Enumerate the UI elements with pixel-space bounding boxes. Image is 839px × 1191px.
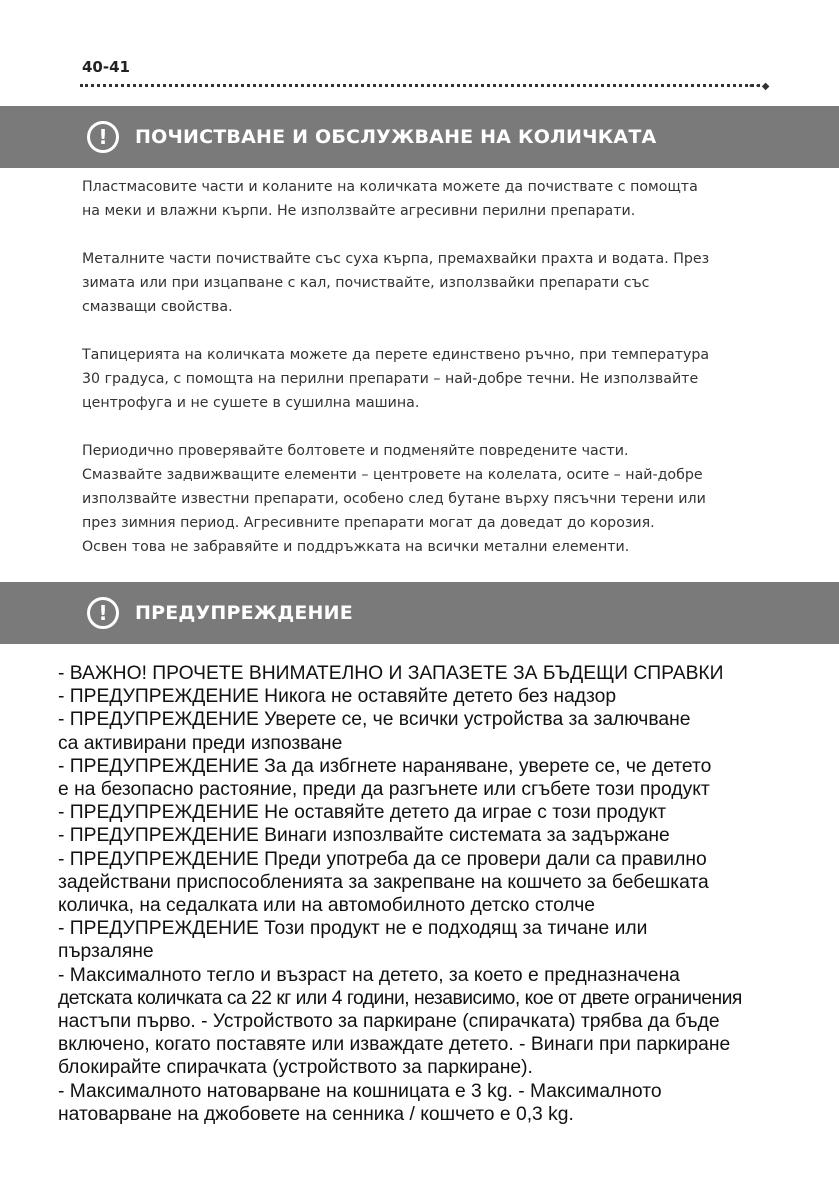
warning-line: - ПРЕДУПРЕЖДЕНИЕ Никога не оставяйте детето без надзор [58,686,617,708]
exclamation-icon: ! [87,121,119,153]
warning-line: - ПРЕДУПРЕЖДЕНИЕ Уверете се, че всички устройства за залючване [58,709,691,731]
warning-line: - Максималното натоварване на кошницата е 3 kg. - Максималното [58,1080,662,1102]
warning-line: - Максималното тегло и възраст на детето, за което е предназначена [58,964,680,986]
warning-line: блокирайте спирачката (устройството за паркиране). [58,1057,533,1079]
warning-line: - ПРЕДУПРЕЖДЕНИЕ Този продукт не е подходящ за тичане или [58,918,648,940]
paragraph: Пластмасовите части и коланите на количката можете да почиствате с помощта на меки и влажни кърпи. Не използвайте агресивни перилни препарати. [82,179,698,219]
page-number: 40-41 [82,58,130,76]
section-title-cleaning: ПОЧИСТВАНЕ И ОБСЛУЖВАНЕ НА КОЛИЧКАТА [135,126,657,148]
paragraph: Периодично проверявайте болтовете и подменяйте повредените части. Смазвайте задвижващите елементи – центровете на колелата, осите – най-добре използвайте известни препарати, особено след бутане върху пясъчни терени или през зимния период. Агресивните препарати могат да доведат до корозия. Освен това не забравяйте и поддръжката на всички метални елементи. [82,443,706,555]
warning-line: пързаляне [58,941,154,963]
warning-line: - ВАЖНО! ПРОЧЕТЕ ВНИМАТЕЛНО И ЗАПАЗЕТЕ ЗА БЪДЕЩИ СПРАВКИ [58,663,724,684]
warning-line: настъпи първо. - Устройството за паркиране (спирачката) трябва да бъде [58,1011,720,1033]
warning-line: - ПРЕДУПРЕЖДЕНИЕ Не оставяйте детето да играе с този продукт [58,802,667,824]
warning-line: задействани приспособленията за закрепване на кошчето за бебешката [58,871,709,893]
warning-line: включено, когато поставяте или изваждате детето. - Винаги при паркиране [58,1034,731,1056]
warning-line: - ПРЕДУПРЕЖДЕНИЕ Винаги изпозлвайте системата за задържане [58,825,670,847]
section-title-warning: ПРЕДУПРЕЖДЕНИЕ [135,602,353,624]
warning-line: детската количката са 22 кг или 4 години, независимо, кое от двете ограничения [58,987,742,1009]
dotted-divider [80,84,760,87]
divider-end-mark: ••◆ [748,81,771,92]
warning-line: е на безопасно растояние, преди да разгънете или сгъбете този продукт [58,779,710,801]
warnings-list [58,662,818,1126]
warning-line: - ПРЕДУПРЕЖДЕНИЕ Преди употреба да се провери дали са правилно [58,848,707,870]
paragraph: Тапицерията на количката можете да перете единствено ръчно, при температура 30 градуса, с помощта на перилни препарати – най-добре течни. Не използвайте центрофуга и не сушете в сушилна машина. [82,347,710,411]
paragraph: Металните части почиствайте със суха кърпа, премахвайки прахта и водата. През зимата или при изцапване с кал, почиствайте, използвайки препарати със смазващи свойства. [82,251,710,315]
exclamation-icon: ! [87,597,119,629]
section-banner-warning [0,582,839,644]
section-banner-cleaning [0,106,839,168]
warning-line: - ПРЕДУПРЕЖДЕНИЕ За да избгнете нараняване, уверете се, че детето [58,755,712,777]
cleaning-text [82,175,782,583]
warning-line: количка, на седалката или на автомобилното детско столче [58,895,595,917]
warning-line: натоварване на джобовете на сенника / кошчето е 0,3 kg. [58,1103,574,1125]
warning-line: са активирани преди изпозване [58,732,343,754]
